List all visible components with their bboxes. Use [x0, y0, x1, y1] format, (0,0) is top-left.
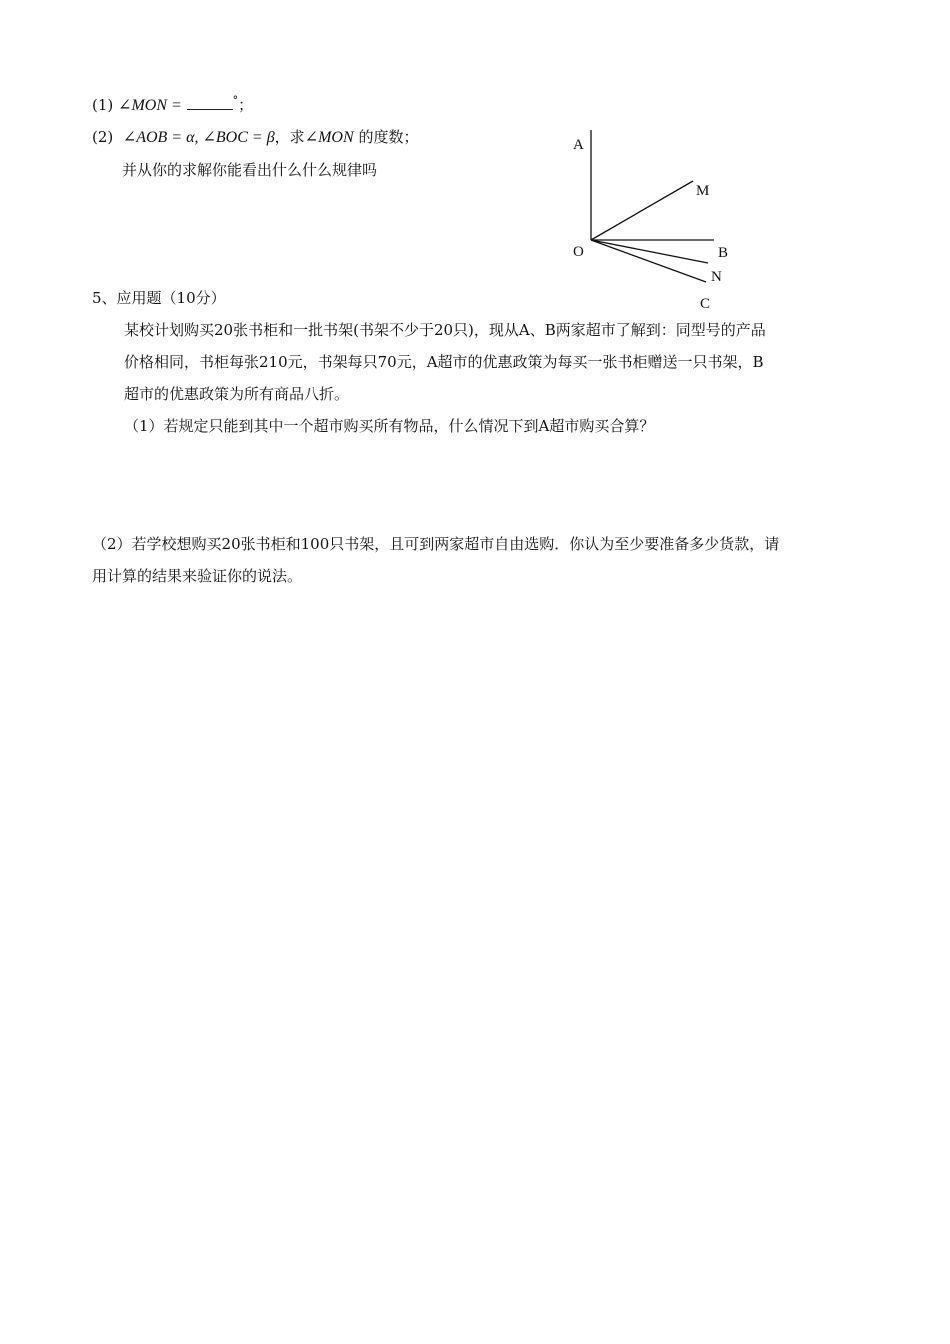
label-O: O [573, 244, 584, 260]
ray-OM [591, 181, 693, 240]
q5-subquestion-1: （1）若规定只能到其中一个超市购买所有物品，什么情况下到A超市购买合算？ [124, 417, 655, 435]
q4-part1-expression: ∠MON = [118, 97, 182, 114]
label-B: B [718, 245, 729, 261]
q5-heading: 5、应用题（10分） [92, 289, 226, 307]
label-A: A [573, 137, 584, 153]
q4-part2-ask-prefix: ，求 [274, 128, 305, 146]
q4-part2 [92, 127, 418, 148]
q4-part2-ask-suffix: 的度数； [358, 128, 419, 146]
angle-figure [560, 128, 760, 318]
q5-subquestion-2-line1: （2）若学校想购买20张书柜和100只书架，且可到两家超市自由选购．你认为至少要准备多少货款，请 [92, 535, 780, 553]
degree-symbol: ° [232, 94, 239, 107]
ray-OC [591, 240, 706, 282]
q4-part3: 并从你的求解你能看出什么什么规律吗 [122, 161, 378, 179]
label-M: M [696, 183, 710, 199]
q4-part1-number: (1) [92, 96, 114, 114]
q5-subquestion-2-line2: 用计算的结果来验证你的说法。 [92, 567, 303, 585]
q4-part2-number: (2) [92, 128, 114, 146]
label-C: C [700, 296, 711, 312]
label-N: N [711, 269, 722, 285]
q5-intro-line1: 某校计划购买20张书柜和一批书架(书架不少于20只)，现从A、B两家超市了解到：同型号的产品 [124, 321, 766, 339]
q4-part2-ask-expression: ∠MON [304, 129, 354, 146]
q4-part2-expression: ∠AOB = α, ∠BOC = β [122, 129, 275, 146]
q5-intro-line3: 超市的优惠政策为所有商品八折。 [124, 385, 350, 403]
answer-blank [187, 95, 233, 110]
q4-part1 [92, 91, 253, 116]
q4-part1-end: ； [238, 96, 254, 114]
ray-ON [591, 240, 708, 263]
q5-intro-line2: 价格相同，书柜每张210元，书架每只70元，A超市的优惠政策为每买一张书柜赠送一只书架，B [124, 353, 764, 371]
